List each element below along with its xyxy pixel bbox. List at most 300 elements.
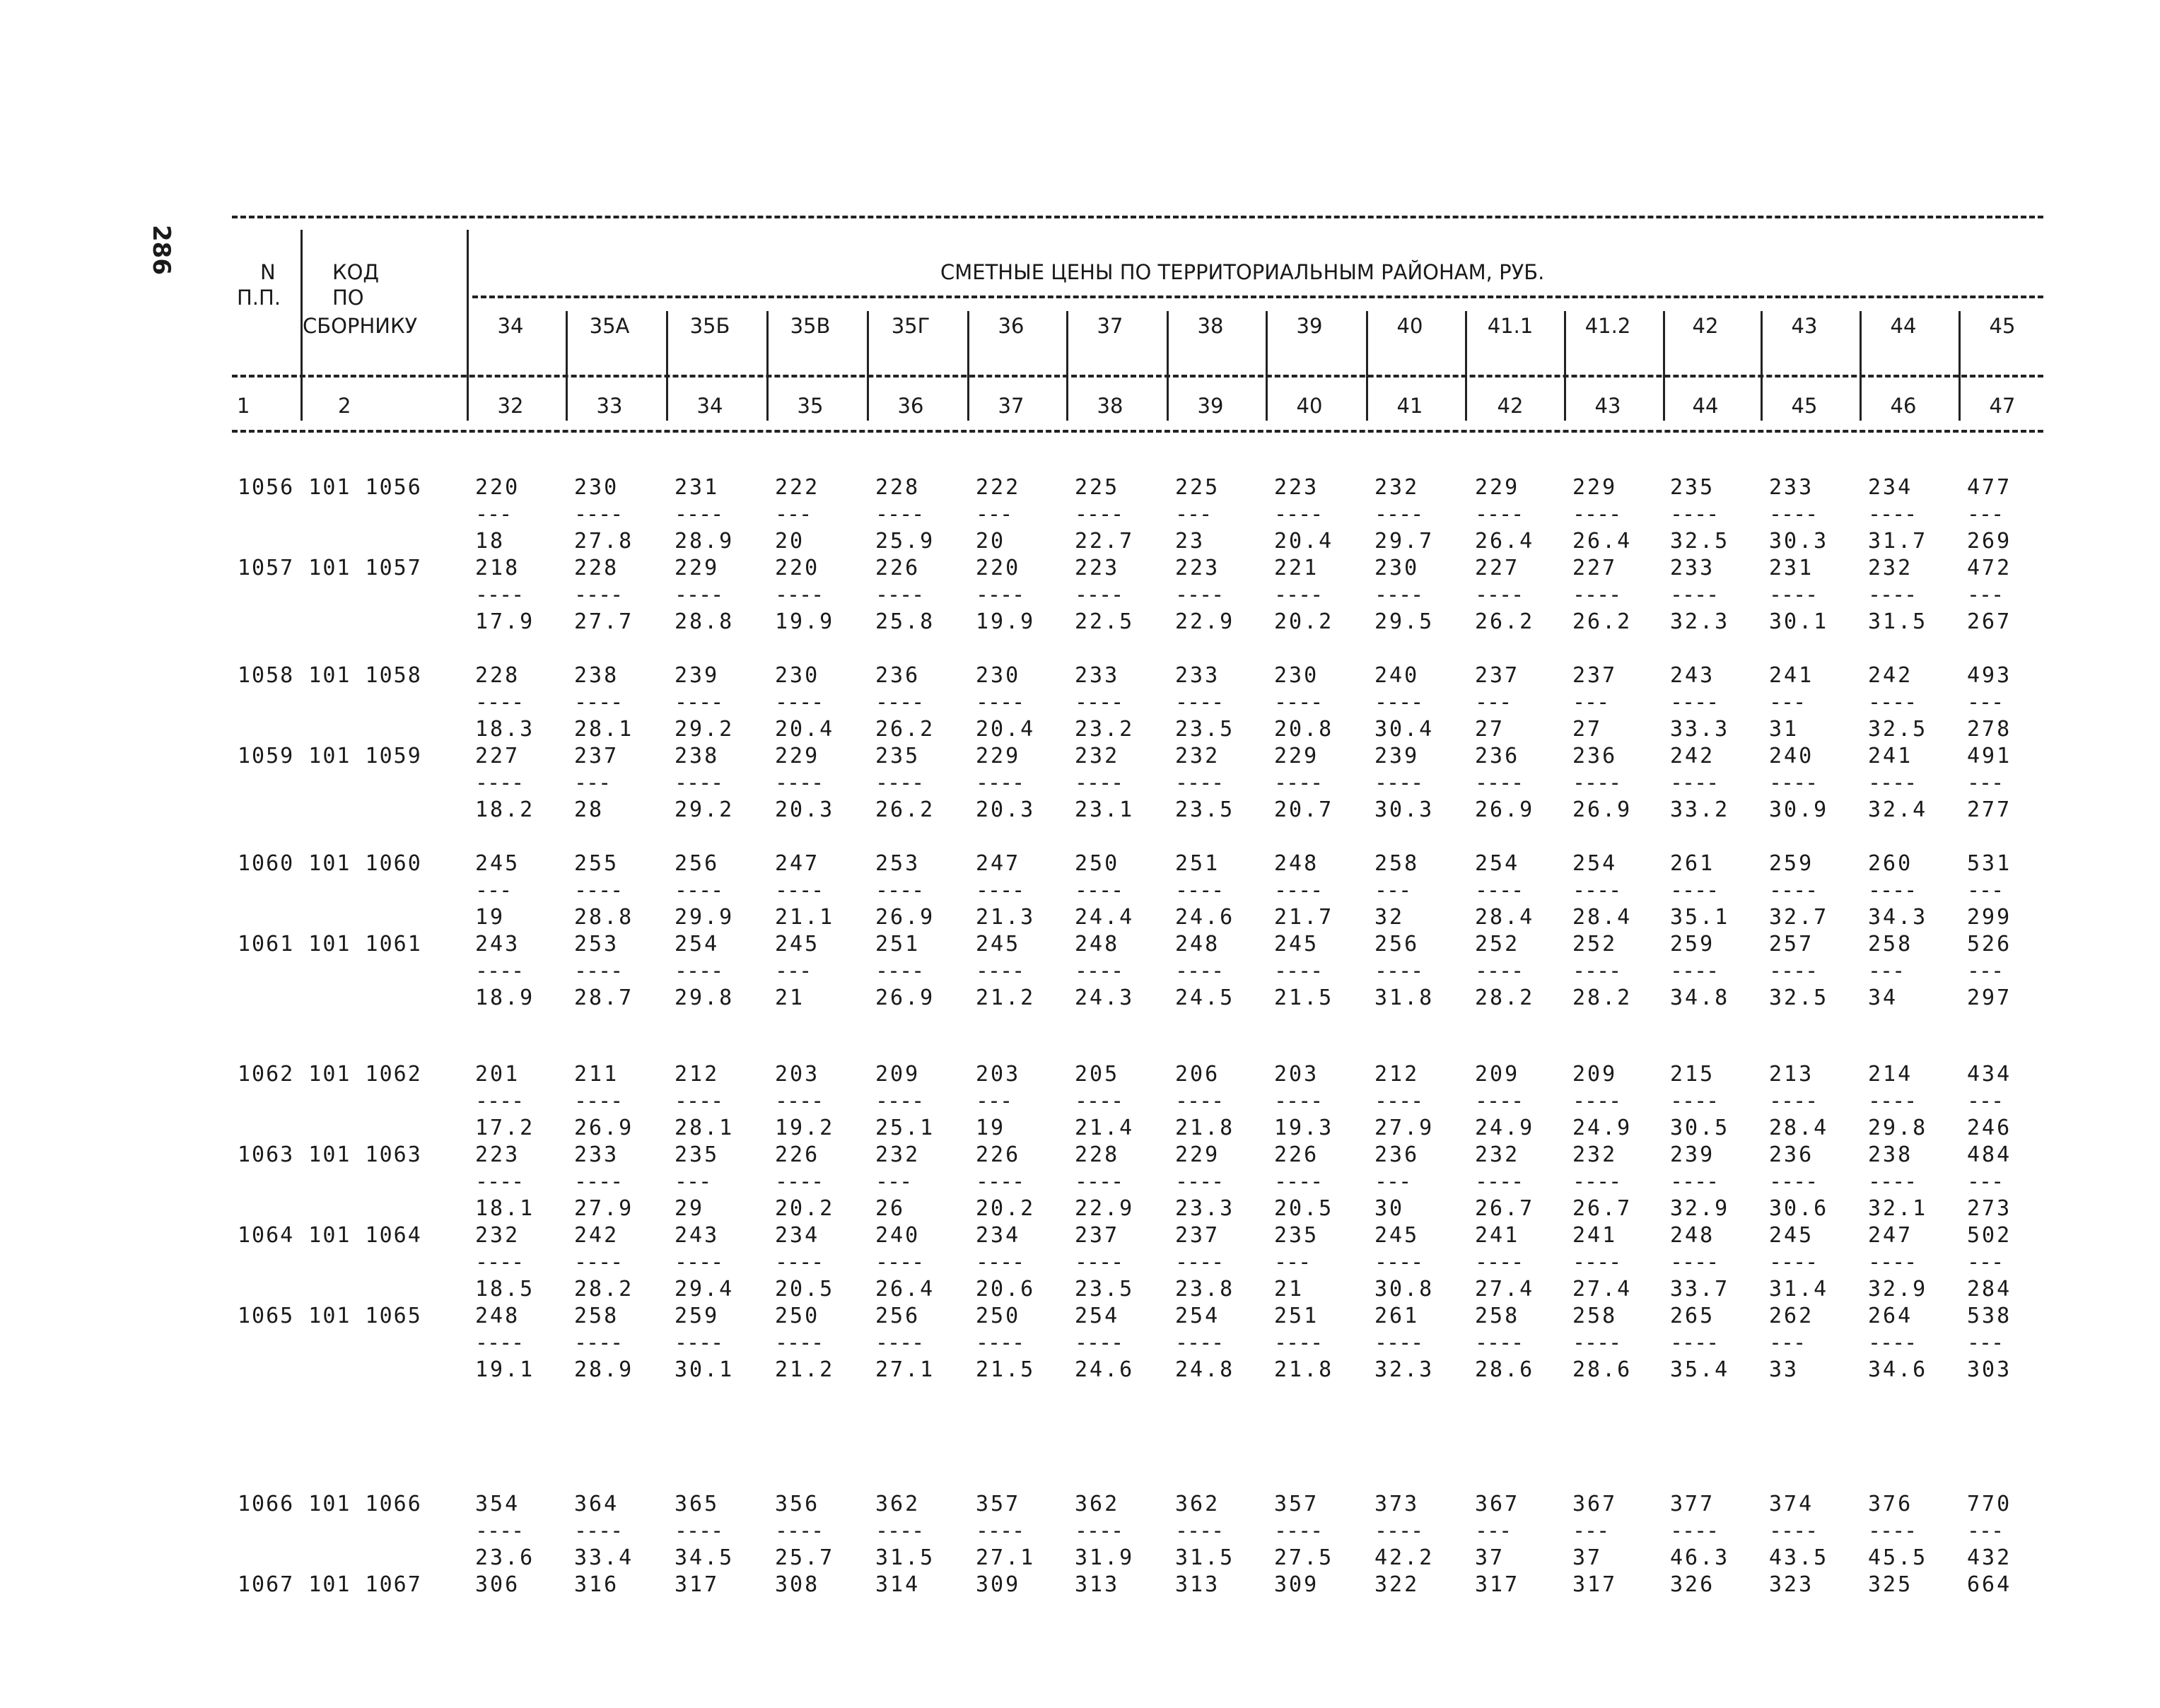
- fraction-bar: ---: [775, 959, 812, 983]
- price-cell: 491: [1967, 744, 2012, 768]
- fraction-bar: ----: [1175, 690, 1224, 715]
- column-number: 34: [696, 394, 723, 418]
- price-cell: 226: [1274, 1142, 1319, 1167]
- price-cell: 229: [1274, 744, 1319, 768]
- price-cell: 250: [976, 1304, 1021, 1328]
- fraction-bar: ----: [1075, 878, 1123, 903]
- price-cell-denominator: 21.5: [976, 1357, 1036, 1382]
- price-cell: 223: [1075, 556, 1120, 580]
- fraction-bar: ---: [1868, 959, 1905, 983]
- table-row-label: 1062 101 1062: [238, 1062, 422, 1087]
- price-cell: 205: [1075, 1062, 1120, 1087]
- fraction-bar: ----: [1572, 959, 1621, 983]
- fraction-bar: ----: [775, 1330, 824, 1355]
- price-cell-denominator: 23: [1175, 529, 1205, 554]
- price-cell-denominator: 30: [1374, 1196, 1405, 1221]
- price-cell: 233: [1670, 556, 1715, 580]
- price-cell-denominator: 27.7: [574, 609, 634, 634]
- fraction-bar: ---: [976, 1089, 1012, 1113]
- column-number: 43: [1594, 394, 1621, 418]
- price-cell: 236: [1572, 744, 1618, 768]
- price-cell: 239: [1670, 1142, 1715, 1167]
- price-cell-denominator: 32.3: [1374, 1357, 1435, 1382]
- price-cell: 233: [1175, 663, 1220, 688]
- price-cell: 317: [675, 1572, 720, 1597]
- fraction-bar: ----: [1769, 1089, 1818, 1113]
- price-cell: 254: [1572, 851, 1618, 876]
- price-cell-denominator: 33: [1769, 1357, 1799, 1382]
- fraction-bar: ----: [775, 1169, 824, 1194]
- fraction-bar: ---: [1769, 1330, 1806, 1355]
- fraction-bar: ----: [1175, 878, 1224, 903]
- price-cell: 254: [1075, 1304, 1120, 1328]
- price-cell-denominator: 32.5: [1868, 717, 1928, 742]
- price-cell-denominator: 29.8: [1868, 1116, 1928, 1140]
- price-cell: 367: [1572, 1492, 1618, 1516]
- price-cell: 245: [1769, 1223, 1814, 1248]
- price-cell-denominator: 35.4: [1670, 1357, 1730, 1382]
- fraction-bar: ----: [1769, 1519, 1818, 1543]
- price-cell: 211: [574, 1062, 619, 1087]
- price-cell-denominator: 23.5: [1075, 1277, 1135, 1302]
- price-cell-denominator: 23.5: [1175, 717, 1235, 742]
- price-cell: 232: [875, 1142, 921, 1167]
- fraction-bar: ----: [976, 1169, 1024, 1194]
- fraction-bar: ----: [1769, 771, 1818, 795]
- fraction-bar: ----: [1075, 771, 1123, 795]
- price-cell: 770: [1967, 1492, 2012, 1516]
- price-cell: 357: [976, 1492, 1021, 1516]
- price-cell: 254: [1175, 1304, 1220, 1328]
- header-title-rule: [472, 296, 2043, 298]
- price-cell: 526: [1967, 932, 2012, 957]
- price-cell: 239: [1374, 744, 1420, 768]
- district-column-header: 41.1: [1487, 314, 1534, 338]
- fraction-bar: ----: [1374, 1519, 1423, 1543]
- price-cell: 247: [976, 851, 1021, 876]
- price-cell-denominator: 18: [475, 529, 506, 554]
- price-cell-denominator: 30.3: [1374, 797, 1435, 822]
- price-cell: 241: [1769, 663, 1814, 688]
- price-cell: 362: [875, 1492, 921, 1516]
- fraction-bar: ----: [1670, 1330, 1719, 1355]
- price-cell: 232: [1868, 556, 1913, 580]
- price-cell: 228: [574, 556, 619, 580]
- price-cell-denominator: 28.2: [574, 1277, 634, 1302]
- price-cell: 317: [1475, 1572, 1520, 1597]
- price-cell: 203: [976, 1062, 1021, 1087]
- fraction-bar: ----: [1670, 690, 1719, 715]
- price-cell-denominator: 42.2: [1374, 1545, 1435, 1570]
- fraction-bar: ----: [976, 878, 1024, 903]
- price-cell: 230: [1274, 663, 1319, 688]
- fraction-bar: ----: [1274, 1519, 1323, 1543]
- price-cell-denominator: 19.3: [1274, 1116, 1334, 1140]
- price-cell: 248: [1274, 851, 1319, 876]
- fraction-bar: ----: [1868, 502, 1917, 527]
- fraction-bar: ---: [1475, 1519, 1512, 1543]
- fraction-bar: ----: [976, 1519, 1024, 1543]
- price-cell-denominator: 19.2: [775, 1116, 835, 1140]
- price-cell: 357: [1274, 1492, 1319, 1516]
- fraction-bar: ----: [1670, 1169, 1719, 1194]
- price-cell-denominator: 18.3: [475, 717, 535, 742]
- price-cell-denominator: 24.4: [1075, 905, 1135, 930]
- price-cell-denominator: 19.9: [775, 609, 835, 634]
- fraction-bar: ----: [875, 1089, 924, 1113]
- price-cell-denominator: 17.2: [475, 1116, 535, 1140]
- fraction-bar: ----: [1670, 1519, 1719, 1543]
- price-cell-denominator: 26.2: [875, 797, 935, 822]
- fraction-bar: ----: [1572, 502, 1621, 527]
- price-cell: 226: [875, 556, 921, 580]
- price-cell: 261: [1374, 1304, 1420, 1328]
- fraction-bar: ----: [1075, 583, 1123, 607]
- price-cell-denominator: 34: [1868, 985, 1898, 1010]
- price-cell-denominator: 21.2: [976, 985, 1036, 1010]
- price-cell-denominator: 28.9: [675, 529, 735, 554]
- fraction-bar: ----: [1175, 1250, 1224, 1275]
- table-row-label: 1066 101 1066: [238, 1492, 422, 1516]
- price-cell-denominator: 20.8: [1274, 717, 1334, 742]
- price-cell: 242: [1670, 744, 1715, 768]
- price-cell-denominator: 32.7: [1769, 905, 1829, 930]
- price-cell-denominator: 18.5: [475, 1277, 535, 1302]
- price-cell: 221: [1274, 556, 1319, 580]
- price-cell-denominator: 31.5: [1868, 609, 1928, 634]
- fraction-bar: ----: [976, 771, 1024, 795]
- price-cell-denominator: 45.5: [1868, 1545, 1928, 1570]
- price-cell: 233: [574, 1142, 619, 1167]
- price-cell-denominator: 30.8: [1374, 1277, 1435, 1302]
- price-cell: 220: [976, 556, 1021, 580]
- fraction-bar: ----: [775, 690, 824, 715]
- fraction-bar: ----: [1274, 1330, 1323, 1355]
- price-cell-denominator: 27.5: [1274, 1545, 1334, 1570]
- fraction-bar: ----: [775, 583, 824, 607]
- price-cell: 209: [1475, 1062, 1520, 1087]
- price-cell-denominator: 28.8: [675, 609, 735, 634]
- price-cell: 201: [475, 1062, 520, 1087]
- price-cell-denominator: 18.1: [475, 1196, 535, 1221]
- price-cell-denominator: 267: [1967, 609, 2012, 634]
- price-cell-denominator: 26.7: [1572, 1196, 1633, 1221]
- price-cell-denominator: 17.9: [475, 609, 535, 634]
- fraction-bar: ----: [574, 502, 623, 527]
- price-cell: 238: [574, 663, 619, 688]
- price-cell: 240: [1769, 744, 1814, 768]
- district-column-header: 37: [1097, 314, 1123, 338]
- price-cell: 365: [675, 1492, 720, 1516]
- price-cell-denominator: 31.7: [1868, 529, 1928, 554]
- price-cell: 241: [1868, 744, 1913, 768]
- fraction-bar: ----: [1274, 690, 1323, 715]
- price-cell: 222: [775, 475, 820, 500]
- table-row-label: 1059 101 1059: [238, 744, 422, 768]
- price-cell: 213: [1769, 1062, 1814, 1087]
- fraction-bar: ----: [1175, 1519, 1224, 1543]
- price-cell-denominator: 28.7: [574, 985, 634, 1010]
- price-cell: 240: [875, 1223, 921, 1248]
- fraction-bar: ----: [1374, 583, 1423, 607]
- price-cell: 227: [1572, 556, 1618, 580]
- fraction-bar: ----: [1075, 1089, 1123, 1113]
- price-cell: 259: [675, 1304, 720, 1328]
- district-column-header: 45: [1989, 314, 2016, 338]
- table-row-label: 1060 101 1060: [238, 851, 422, 876]
- fraction-bar: ----: [875, 583, 924, 607]
- fraction-bar: ----: [1274, 1089, 1323, 1113]
- fraction-bar: ----: [675, 959, 723, 983]
- price-cell: 203: [1274, 1062, 1319, 1087]
- price-cell: 252: [1572, 932, 1618, 957]
- price-cell-denominator: 24.5: [1175, 985, 1235, 1010]
- fraction-bar: ----: [1075, 1169, 1123, 1194]
- fraction-bar: ----: [1572, 771, 1621, 795]
- price-cell: 228: [1075, 1142, 1120, 1167]
- column-number: 41: [1396, 394, 1423, 418]
- fraction-bar: ----: [1769, 502, 1818, 527]
- price-cell-denominator: 19: [475, 905, 506, 930]
- fraction-bar: ---: [1967, 583, 2004, 607]
- price-cell-denominator: 23.5: [1175, 797, 1235, 822]
- price-cell: 209: [1572, 1062, 1618, 1087]
- price-cell-denominator: 29.7: [1374, 529, 1435, 554]
- price-cell-denominator: 30.6: [1769, 1196, 1829, 1221]
- price-cell: 538: [1967, 1304, 2012, 1328]
- fraction-bar: ----: [1868, 583, 1917, 607]
- fraction-bar: ----: [675, 1250, 723, 1275]
- column-number: 45: [1791, 394, 1818, 418]
- price-cell: 376: [1868, 1492, 1913, 1516]
- price-cell-denominator: 27.1: [976, 1545, 1036, 1570]
- fraction-bar: ----: [976, 959, 1024, 983]
- fraction-bar: ----: [675, 583, 723, 607]
- price-cell-denominator: 28.1: [675, 1116, 735, 1140]
- price-cell-denominator: 20.5: [775, 1277, 835, 1302]
- price-cell: 241: [1572, 1223, 1618, 1248]
- price-cell-denominator: 18.9: [475, 985, 535, 1010]
- price-cell-denominator: 34.3: [1868, 905, 1928, 930]
- price-cell-denominator: 22.5: [1075, 609, 1135, 634]
- price-cell-denominator: 19.9: [976, 609, 1036, 634]
- fraction-bar: ----: [1670, 1089, 1719, 1113]
- fraction-bar: ---: [1967, 1169, 2004, 1194]
- price-cell-denominator: 31.9: [1075, 1545, 1135, 1570]
- fraction-bar: ----: [1475, 583, 1524, 607]
- price-cell: 233: [1075, 663, 1120, 688]
- fraction-bar: ----: [875, 1250, 924, 1275]
- price-cell-denominator: 20.4: [1274, 529, 1334, 554]
- price-cell: 240: [1374, 663, 1420, 688]
- district-column-header: 44: [1890, 314, 1917, 338]
- fraction-bar: ----: [1769, 959, 1818, 983]
- price-cell-denominator: 31.4: [1769, 1277, 1829, 1302]
- price-cell: 232: [1374, 475, 1420, 500]
- price-cell-denominator: 432: [1967, 1545, 2012, 1570]
- price-cell: 231: [675, 475, 720, 500]
- price-cell-denominator: 269: [1967, 529, 2012, 554]
- fraction-bar: ---: [1967, 502, 2004, 527]
- column-number: 2: [338, 394, 351, 418]
- price-cell: 238: [1868, 1142, 1913, 1167]
- fraction-bar: ----: [574, 959, 623, 983]
- price-cell-denominator: 297: [1967, 985, 2012, 1010]
- price-cell-denominator: 26.4: [1475, 529, 1535, 554]
- price-cell: 259: [1670, 932, 1715, 957]
- fraction-bar: ---: [976, 502, 1012, 527]
- price-cell-denominator: 20.5: [1274, 1196, 1334, 1221]
- price-cell-denominator: 29.9: [675, 905, 735, 930]
- fraction-bar: ----: [1175, 583, 1224, 607]
- price-cell: 325: [1868, 1572, 1913, 1597]
- price-cell: 254: [1475, 851, 1520, 876]
- fraction-bar: ----: [675, 771, 723, 795]
- price-cell: 251: [1274, 1304, 1319, 1328]
- price-cell: 253: [875, 851, 921, 876]
- fraction-bar: ----: [1475, 1250, 1524, 1275]
- fraction-bar: ----: [1670, 583, 1719, 607]
- table-row-label: 1058 101 1058: [238, 663, 422, 688]
- price-cell-denominator: 18.2: [475, 797, 535, 822]
- price-cell-denominator: 34.8: [1670, 985, 1730, 1010]
- price-cell: 228: [875, 475, 921, 500]
- price-cell: 367: [1475, 1492, 1520, 1516]
- price-cell: 235: [1670, 475, 1715, 500]
- price-cell: 313: [1075, 1572, 1120, 1597]
- price-cell-denominator: 30.5: [1670, 1116, 1730, 1140]
- fraction-bar: ----: [1475, 878, 1524, 903]
- price-cell-denominator: 26.9: [1475, 797, 1535, 822]
- price-cell: 234: [1868, 475, 1913, 500]
- fraction-bar: ----: [1475, 1089, 1524, 1113]
- price-cell-denominator: 34.6: [1868, 1357, 1928, 1382]
- price-cell: 225: [1175, 475, 1220, 500]
- price-cell: 356: [775, 1492, 820, 1516]
- column-number: 44: [1692, 394, 1719, 418]
- price-cell-denominator: 25.9: [875, 529, 935, 554]
- column-number: 36: [897, 394, 924, 418]
- fraction-bar: ----: [1175, 1089, 1224, 1113]
- price-cell: 234: [976, 1223, 1021, 1248]
- price-cell: 250: [775, 1304, 820, 1328]
- price-cell: 223: [1175, 556, 1220, 580]
- price-cell-denominator: 24.6: [1075, 1357, 1135, 1382]
- price-cell: 242: [1868, 663, 1913, 688]
- price-cell-denominator: 31: [1769, 717, 1799, 742]
- price-cell-denominator: 22.9: [1075, 1196, 1135, 1221]
- fraction-bar: ----: [875, 1330, 924, 1355]
- fraction-bar: ----: [475, 690, 524, 715]
- price-cell: 377: [1670, 1492, 1715, 1516]
- fraction-bar: ----: [1868, 771, 1917, 795]
- price-cell: 230: [574, 475, 619, 500]
- price-cell-denominator: 32.4: [1868, 797, 1928, 822]
- price-cell-denominator: 27.9: [574, 1196, 634, 1221]
- fraction-bar: ----: [1475, 502, 1524, 527]
- column-number: 42: [1497, 394, 1524, 418]
- fraction-bar: ---: [675, 1169, 711, 1194]
- fraction-bar: ---: [1572, 690, 1609, 715]
- district-column-header: 41.2: [1584, 314, 1631, 338]
- district-column-header: 36: [998, 314, 1024, 338]
- price-cell: 230: [1374, 556, 1420, 580]
- column-number: 40: [1296, 394, 1323, 418]
- price-cell-denominator: 27: [1475, 717, 1505, 742]
- price-cell: 262: [1769, 1304, 1814, 1328]
- price-cell-denominator: 37: [1572, 1545, 1603, 1570]
- price-cell-denominator: 46.3: [1670, 1545, 1730, 1570]
- price-cell: 227: [475, 744, 520, 768]
- price-cell: 258: [1374, 851, 1420, 876]
- price-cell: 243: [475, 932, 520, 957]
- price-cell-denominator: 35.1: [1670, 905, 1730, 930]
- price-cell: 218: [475, 556, 520, 580]
- header-top-rule: [232, 216, 2043, 218]
- price-cell-denominator: 28.1: [574, 717, 634, 742]
- price-cell: 232: [475, 1223, 520, 1248]
- price-cell: 220: [775, 556, 820, 580]
- price-cell: 229: [1475, 475, 1520, 500]
- price-cell: 222: [976, 475, 1021, 500]
- fraction-bar: ----: [1670, 771, 1719, 795]
- fraction-bar: ----: [1374, 959, 1423, 983]
- price-cell-denominator: 25.7: [775, 1545, 835, 1570]
- fraction-bar: ----: [1274, 959, 1323, 983]
- price-cell-denominator: 31.5: [875, 1545, 935, 1570]
- price-cell-denominator: 20.7: [1274, 797, 1334, 822]
- price-cell-denominator: 21.8: [1274, 1357, 1334, 1382]
- price-cell: 264: [1868, 1304, 1913, 1328]
- fraction-bar: ----: [1769, 1250, 1818, 1275]
- fraction-bar: ----: [1175, 1169, 1224, 1194]
- fraction-bar: ---: [1967, 1330, 2004, 1355]
- fraction-bar: ---: [775, 502, 812, 527]
- price-cell: 248: [475, 1304, 520, 1328]
- price-cell-denominator: 29: [675, 1196, 705, 1221]
- price-cell-denominator: 33.3: [1670, 717, 1730, 742]
- price-cell: 243: [675, 1223, 720, 1248]
- district-column-header: 35В: [790, 314, 831, 338]
- price-cell-denominator: 26.2: [1475, 609, 1535, 634]
- price-cell-denominator: 25.8: [875, 609, 935, 634]
- fraction-bar: ---: [1967, 771, 2004, 795]
- price-cell: 209: [875, 1062, 921, 1087]
- price-cell: 233: [1769, 475, 1814, 500]
- price-cell-denominator: 32.1: [1868, 1196, 1928, 1221]
- fraction-bar: ----: [1868, 1169, 1917, 1194]
- header-code-label: КОД: [332, 260, 380, 284]
- fraction-bar: ----: [1572, 1169, 1621, 1194]
- fraction-bar: ----: [1374, 502, 1423, 527]
- price-cell-denominator: 30.1: [1769, 609, 1829, 634]
- price-cell-denominator: 21.7: [1274, 905, 1334, 930]
- price-cell: 228: [475, 663, 520, 688]
- price-cell-denominator: 27.9: [1374, 1116, 1435, 1140]
- district-column-header: 35Б: [689, 314, 730, 338]
- price-cell: 322: [1374, 1572, 1420, 1597]
- price-cell-denominator: 27: [1572, 717, 1603, 742]
- price-cell-denominator: 24.3: [1075, 985, 1135, 1010]
- price-cell: 245: [1374, 1223, 1420, 1248]
- price-cell: 232: [1572, 1142, 1618, 1167]
- price-cell-denominator: 33.7: [1670, 1277, 1730, 1302]
- fraction-bar: ----: [1274, 583, 1323, 607]
- price-cell-denominator: 30.4: [1374, 717, 1435, 742]
- fraction-bar: ----: [1175, 771, 1224, 795]
- fraction-bar: ---: [1967, 1250, 2004, 1275]
- fraction-bar: ---: [875, 1169, 912, 1194]
